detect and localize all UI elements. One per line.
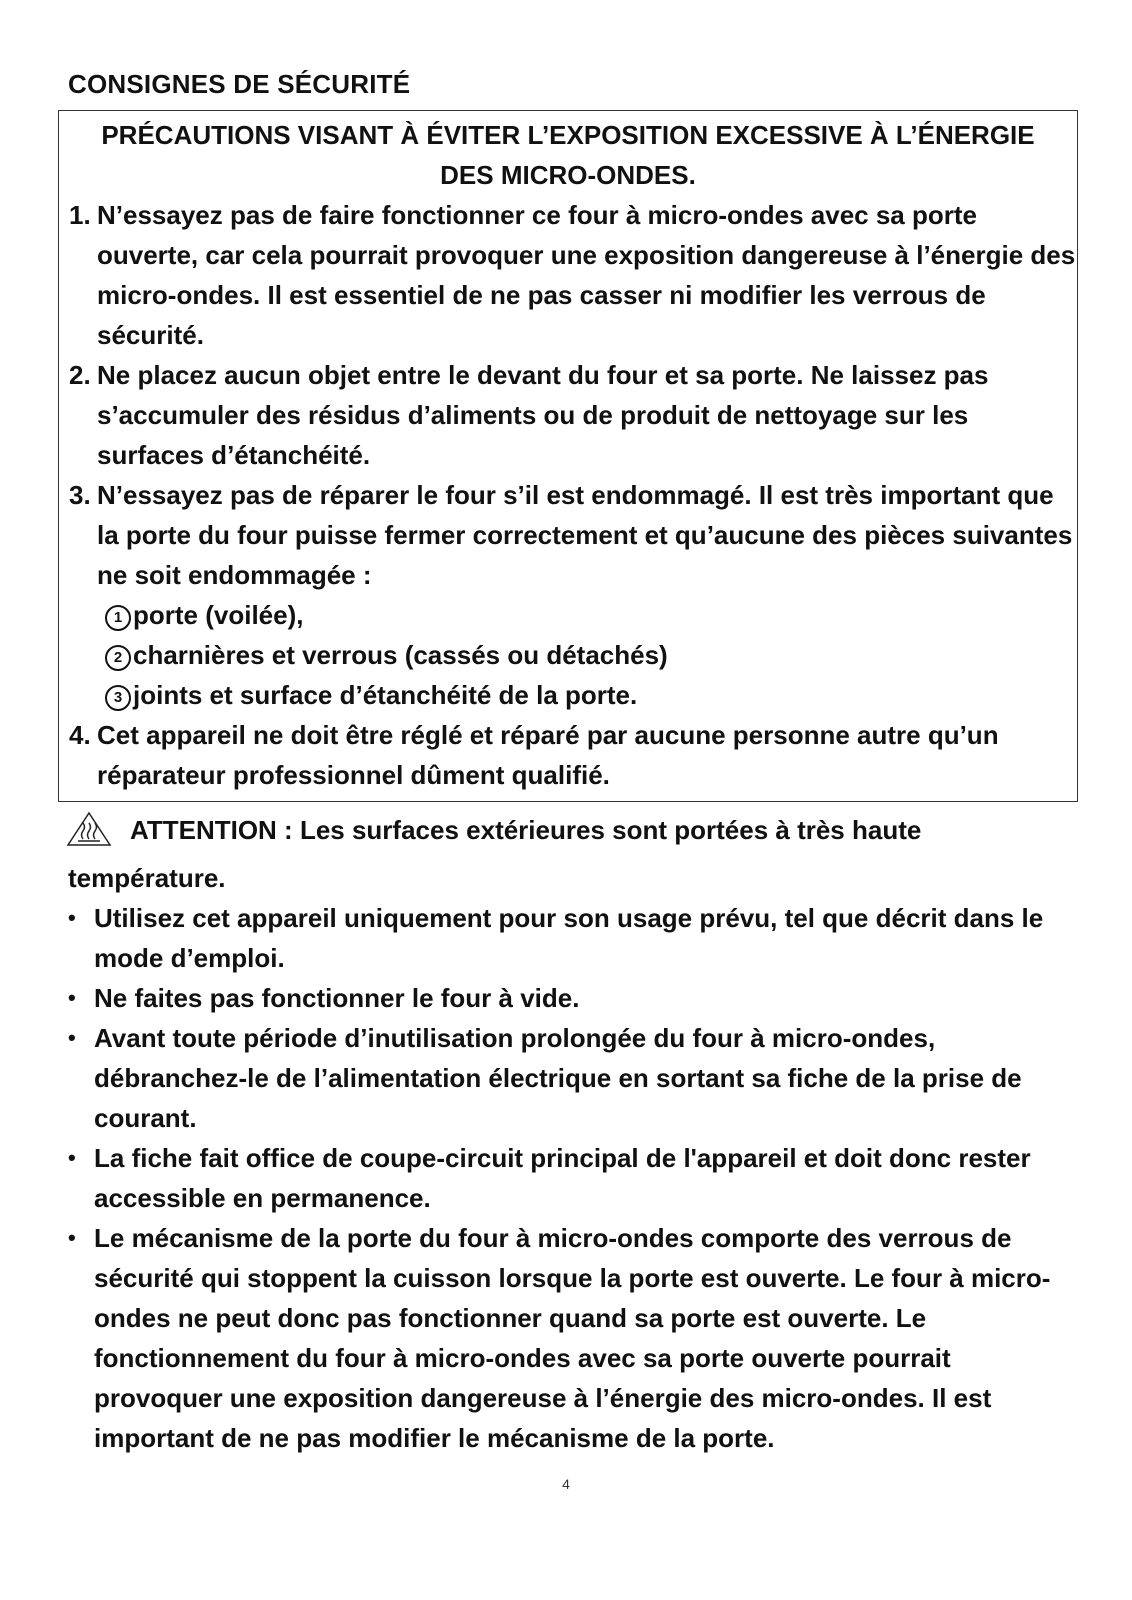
bullet-text: Le mécanisme de la porte du four à micro-ondes comporte des verrous de sécurité qui stoppent la cuisson lorsque la porte est ouverte. Le four à micro-ondes ne peut donc pas fonctionner quand sa porte est ouverte. Le fonctionnement du four à micro-ondes avec sa porte ouverte pourrait provoquer une exposition dangereuse à l’énergie des micro-ondes. Il est important de ne pas modifier le mécanisme de la porte.	[94, 1223, 1051, 1453]
sub-item-text: porte (voilée),	[133, 600, 304, 630]
bullet-icon: •	[68, 985, 76, 1010]
item-text: N’essayez pas de faire fonctionner ce four à micro-ondes avec sa porte ouverte, car cela pourrait provoquer une exposition dangereuse à l’énergie des micro-ondes. Il est essentiel de ne pas casser ni modifier les verrous de sécurité.	[97, 200, 1076, 350]
warning-text: ATTENTION : Les surfaces extérieures sont portées à très haute température.	[68, 815, 922, 893]
item-number: 4.	[69, 720, 91, 750]
hot-surface-warning-icon	[66, 811, 112, 858]
bullet-text: Ne faites pas fonctionner le four à vide.	[94, 983, 580, 1013]
precautions-box	[58, 110, 1078, 802]
bullet-text: Avant toute période d’inutilisation prolongée du four à micro-ondes, débranchez-le de l’alimentation électrique en sortant sa fiche de la prise de courant.	[94, 1023, 1022, 1133]
box-heading-line1: PRÉCAUTIONS VISANT À ÉVITER L’EXPOSITION EXCESSIVE À L’ÉNERGIE	[101, 120, 1035, 150]
bullet-icon: •	[68, 1225, 76, 1250]
item-number: 2.	[69, 360, 91, 390]
sub-item	[105, 635, 1077, 675]
box-heading	[69, 115, 1077, 195]
bullet-item	[68, 898, 1076, 978]
circled-number-icon: 1	[105, 605, 131, 631]
bullet-icon: •	[68, 905, 76, 930]
sub-item	[105, 675, 1077, 715]
circled-number-icon: 3	[105, 685, 131, 711]
item-body	[97, 475, 1077, 715]
item-text: N’essayez pas de réparer le four s’il est endommagé. Il est très important que la porte du four puisse fermer correctement et qu’aucune des pièces suivantes ne soit endommagée :	[97, 480, 1073, 590]
sub-item-text: joints et surface d’étanchéité de la porte.	[133, 680, 638, 710]
precaution-item	[69, 715, 1077, 795]
bullet-icon: •	[68, 1025, 76, 1050]
precaution-item	[69, 195, 1077, 355]
page-number: 4	[562, 1476, 570, 1492]
precaution-item	[69, 475, 1077, 715]
precautions-list	[69, 195, 1077, 795]
hot-surface-warning	[68, 810, 1076, 898]
document-page	[68, 64, 1076, 1458]
item-number: 1.	[69, 200, 91, 230]
bullet-item	[68, 1218, 1076, 1458]
circled-number-icon: 2	[105, 645, 131, 671]
bullet-text: La fiche fait office de coupe-circuit principal de l'appareil et doit donc rester accessible en permanence.	[94, 1143, 1031, 1213]
precaution-item	[69, 355, 1077, 475]
sub-item-text: charnières et verrous (cassés ou détachés)	[133, 640, 668, 670]
bullet-item	[68, 978, 1076, 1018]
safety-bullets	[68, 898, 1076, 1458]
bullet-item	[68, 1138, 1076, 1218]
item-text: Ne placez aucun objet entre le devant du four et sa porte. Ne laissez pas s’accumuler des résidus d’aliments ou de produit de nettoyage sur les surfaces d’étanchéité.	[97, 360, 989, 470]
sub-item	[105, 595, 1077, 635]
damage-parts-list	[97, 595, 1077, 715]
section-title: CONSIGNES DE SÉCURITÉ	[68, 69, 411, 99]
bullet-item	[68, 1018, 1076, 1138]
box-heading-line2: DES MICRO-ONDES.	[440, 160, 696, 190]
bullet-text: Utilisez cet appareil uniquement pour son usage prévu, tel que décrit dans le mode d’emploi.	[94, 903, 1044, 973]
item-number: 3.	[69, 480, 91, 510]
bullet-icon: •	[68, 1145, 76, 1170]
item-text: Cet appareil ne doit être réglé et réparé par aucune personne autre qu’un réparateur professionnel dûment qualifié.	[97, 720, 999, 790]
